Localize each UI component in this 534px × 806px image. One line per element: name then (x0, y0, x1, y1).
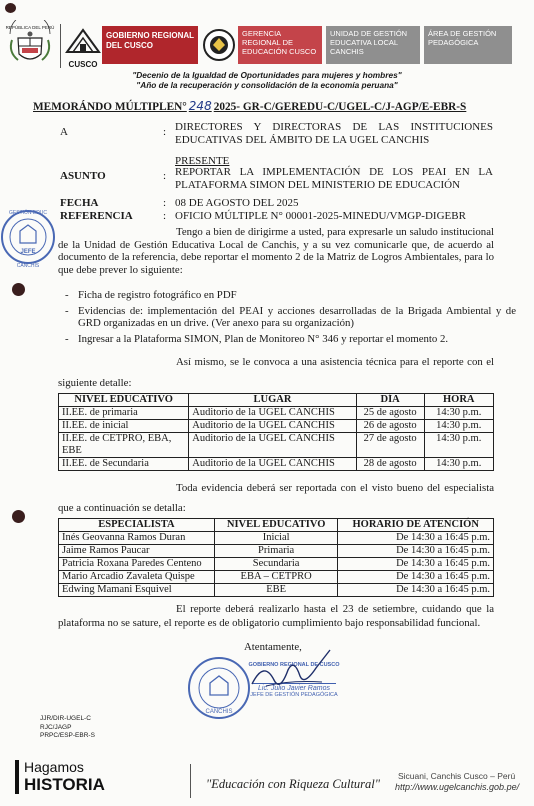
asunto-value: REPORTAR LA IMPLEMENTACIÓN DE LOS PEAI EN LA PLATAFORMA SIMON DEL MINISTERIO DE EDUCACIÓN (175, 166, 493, 191)
requirements-list (58, 289, 516, 345)
table-row: Patricia Roxana Paredes Centeno Secundaria De 14:30 a 16:45 p.m. (59, 558, 494, 571)
svg-text:CANCHIS: CANCHIS (16, 263, 40, 269)
presente: PRESENTE (175, 155, 230, 167)
table-header-row (59, 519, 494, 532)
paragraph-evidencia: Toda evidencia deberá ser reportada con el visto bueno del especialista que a continuación se detalla: (58, 482, 494, 514)
header-gerencia-box (238, 26, 322, 64)
col-header: DÍA (356, 394, 424, 407)
footer-historia: HISTORIA (24, 775, 105, 794)
table-row: Jaime Ramos Paucar Primaria De 14:30 a 16:45 p.m. (59, 545, 494, 558)
fecha-value: 08 DE AGOSTO DEL 2025 (175, 197, 299, 209)
col-header: NIVEL EDUCATIVO (214, 519, 338, 532)
asunto-colon: : (163, 170, 167, 182)
footer-web: http://www.ugelcanchis.gob.pe/ (395, 782, 520, 792)
referencia-colon: : (163, 210, 167, 222)
header-gobierno-text: GOBIERNO REGIONAL DEL CUSCO (106, 31, 194, 50)
table-row: Inés Geovanna Ramos Duran Inicial De 14:30 a 16:45 p.m. (59, 532, 494, 545)
svg-text:CANCHIS: CANCHIS (205, 709, 233, 715)
peru-seal-logo (4, 20, 56, 70)
gerencia-emblem (201, 26, 237, 64)
handwritten-signature (244, 640, 334, 700)
table-row: II.EE. de inicial Auditorio de la UGEL CANCHIS 26 de agosto 14:30 p.m. (59, 420, 494, 433)
asunto-label: ASUNTO (60, 170, 106, 182)
table-row: II.EE. de Secundaria Auditorio de la UGEL CANCHIS 28 de agosto 14:30 p.m. (59, 458, 494, 471)
list-item: - Ficha de registro fotográfico en PDF (65, 289, 237, 301)
paragraph-plazo: El reporte deberá realizarlo hasta el 23 de setiembre, cuidando que la plataforma no se sature, el reporte es de obligatorio cumplimiento bajo responsabilidad funcional. (58, 603, 494, 629)
anio-line: "Año de la recuperación y consolidación de la economía peruana" (136, 80, 398, 90)
punch-hole (12, 510, 25, 523)
header-area-box (424, 26, 512, 64)
decenio-line: "Decenio de la Igualdad de Oportunidades para mujeres y hombres" (132, 70, 402, 80)
sig-stamp-title: GOBIERNO REGIONAL DE CUSCO (248, 662, 340, 668)
schedule-table (58, 393, 494, 471)
list-item: - Ingresar a la Plataforma SIMON, Plan de Monitoreo N° 346 y reportar el momento 2. (65, 332, 449, 345)
footer-bar-icon (15, 760, 19, 794)
col-header: HORARIO DE ATENCIÓN (338, 519, 494, 532)
header-gerencia-text: GERENCIA REGIONAL DE EDUCACIÓN CUSCO (242, 29, 317, 56)
table-row: II.EE. de CETPRO, EBA, EBE Auditorio de la UGEL CANCHIS 27 de agosto 14:30 p.m. (59, 433, 494, 458)
cusco-logo (64, 26, 102, 68)
closing-text: Atentamente, (244, 641, 302, 653)
fecha-colon: : (163, 197, 167, 209)
initials-block (40, 715, 95, 741)
memo-title-suffix: 2025- GR-C/GEREDU-C/UGEL-C/J-AGP/E-EBR-S (213, 101, 467, 113)
specialists-table (58, 518, 494, 597)
paragraph-convocatoria: Así mismo, se le convoca a una asistencia técnica para el reporte con el siguiente detalle: (58, 356, 494, 389)
punch-hole (5, 3, 16, 13)
fecha-label: FECHA (60, 197, 99, 209)
header-divider (60, 24, 61, 68)
referencia-label: REFERENCIA (60, 210, 133, 222)
footer-divider (190, 764, 191, 798)
header-ugel-text: UNIDAD DE GESTIÓN EDUCATIVA LOCAL CANCHIS (330, 29, 408, 56)
col-header: HORA (424, 394, 494, 407)
svg-text:JEFE: JEFE (20, 249, 36, 255)
table-row: Mario Arcadio Zavaleta Quispe EBA – CETPRO De 14:30 a 16:45 p.m. (59, 571, 494, 584)
sig-stamp-role: JEFE DE GESTIÓN PEDAGÓGICA (250, 692, 338, 698)
ugel-seal-stamp (0, 201, 60, 273)
initial-line: RJC/JAGP (40, 723, 72, 731)
col-header: LUGAR (189, 394, 356, 407)
footer-location: Sicuani, Canchis Cusco – Perú (398, 771, 516, 781)
table-header-row (59, 394, 494, 407)
cusco-label: CUSCO (68, 60, 98, 69)
signature-seal-stamp (186, 655, 252, 721)
header-gobierno-box (102, 26, 198, 64)
paragraph-intro: Tengo a bien de dirigirme a usted, para expresarle un saludo institucional de la Unidad de Gestión Educativa Local de Canchis, y a su vez comunicarle que, de acuerdo al documento de la referencia, debe reportar el momento 2 de la Matriz de Logros Ambientales, para lo que debe prever lo siguiente: (58, 226, 494, 276)
referencia-value: OFICIO MÚLTIPLE N° 00001-2025-MINEDU/VMGP-DIGEBR (175, 210, 466, 222)
memo-title (33, 99, 513, 113)
memo-title-prefix: MEMORÁNDO MÚLTIPLEN° (33, 101, 187, 113)
initial-line: JJR/DIR-UGEL-C (40, 715, 91, 722)
header-area-text: ÁREA DE GESTIÓN PEDAGÓGICA (428, 29, 497, 47)
footer-slogan: "Educación con Riqueza Cultural" (206, 777, 381, 791)
table-row: Edwing Mamani Esquivel EBE De 14:30 a 16:45 p.m. (59, 584, 494, 597)
initial-line: PRPC/ESP-EBR-S (40, 732, 95, 739)
header-ugel-box (326, 26, 420, 64)
memo-number: 248 (188, 99, 212, 113)
punch-hole (12, 283, 25, 296)
col-header: ESPECIALISTA (59, 519, 215, 532)
a-colon: : (163, 126, 167, 138)
sig-stamp-name: Lic. Julio Javier Ramos (258, 685, 330, 692)
list-item: - Evidencias de: implementación del PEAI y acciones desarrolladas de la Brigada Ambiental y de GRD organizadas en un drive. (Ver anexo para su organización) (65, 304, 516, 329)
footer-hagamos: Hagamos (24, 759, 84, 775)
svg-text:GESTIÓN EDUC: GESTIÓN EDUC (8, 210, 48, 216)
a-label: A (60, 126, 68, 138)
a-value: DIRECTORES Y DIRECTORAS DE LAS INSTITUCIONES EDUCATIVAS DEL ÁMBITO DE LA UGEL CANCHIS (175, 121, 493, 146)
col-header: NIVEL EDUCATIVO (59, 394, 189, 407)
table-row: II.EE. de primaria Auditorio de la UGEL CANCHIS 25 de agosto 14:30 p.m. (59, 407, 494, 420)
peru-seal-text: REPÚBLICA DEL PERÚ (5, 25, 55, 30)
